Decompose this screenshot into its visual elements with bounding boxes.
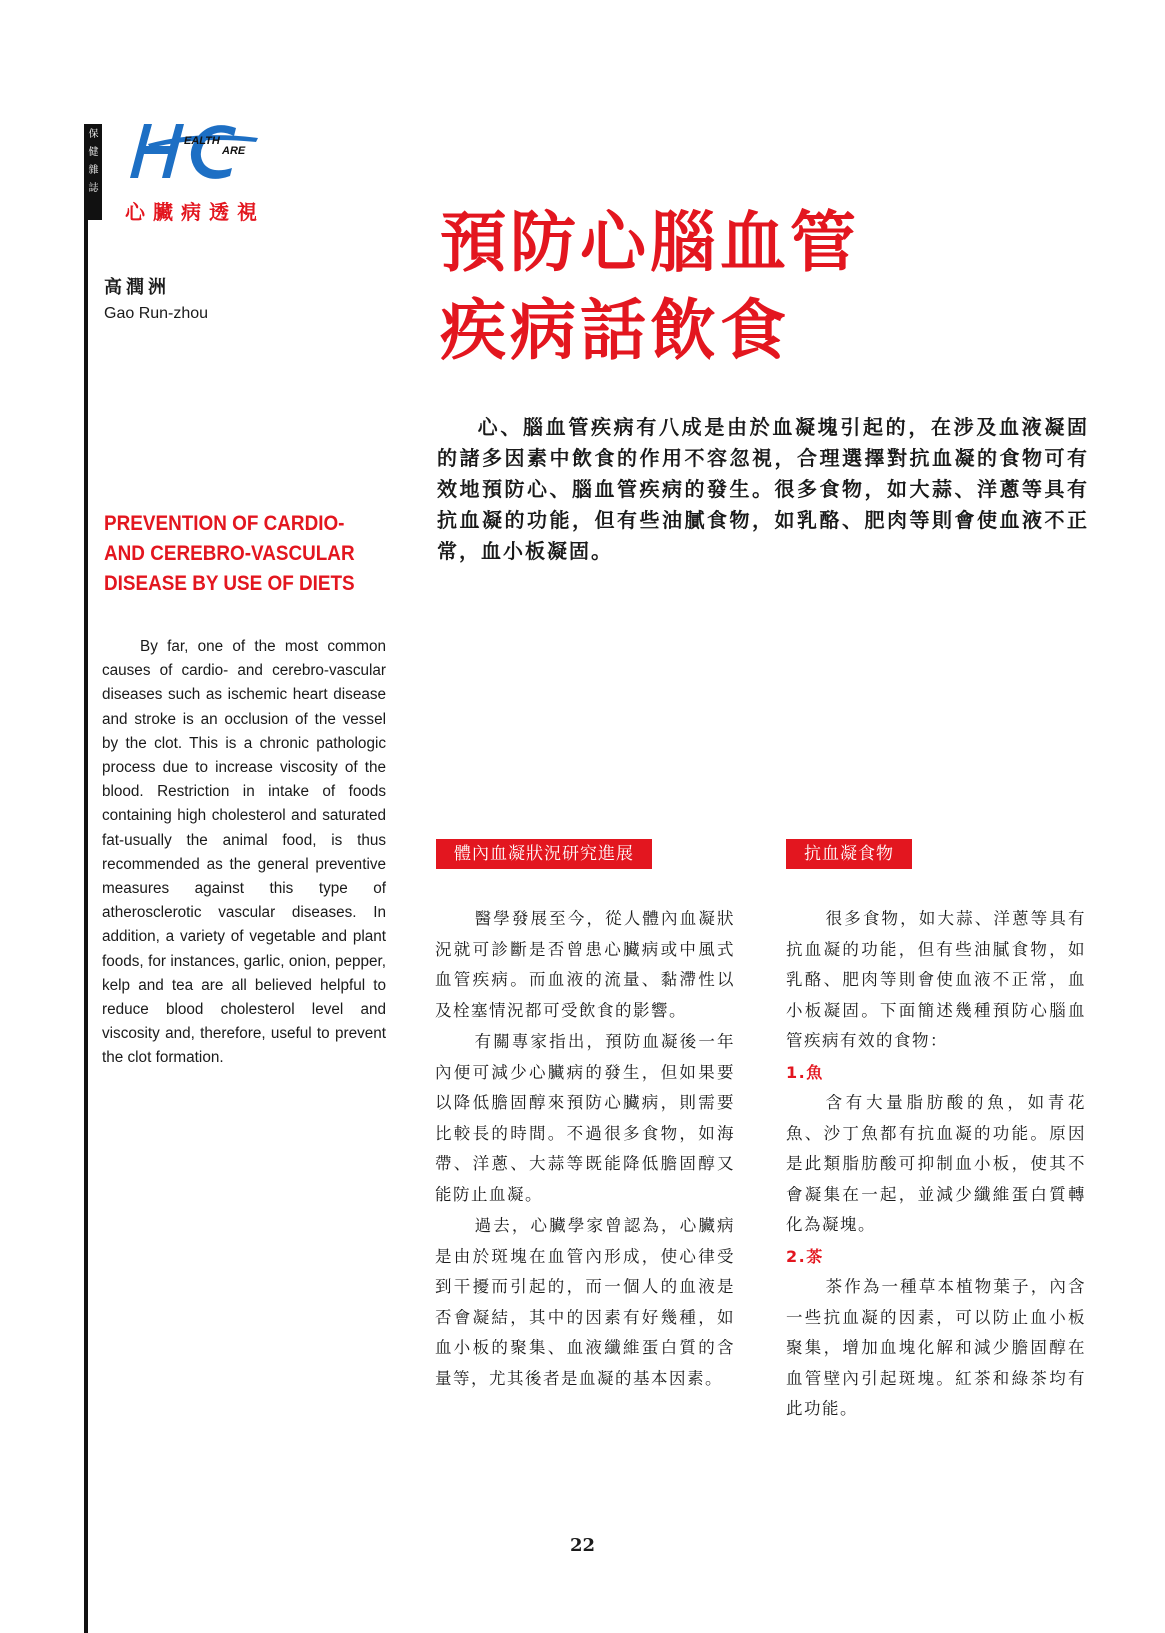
section1-paragraph-2: 有關專家指出，預防血凝後一年內便可減少心臟病的發生，但如果要以降低膽固醇來預防心臟病，則需要比較長的時間。不過很多食物，如海帶、洋蔥、大蒜等既能降低膽固醇又能防止血凝。 [435,1032,735,1204]
section1-column [435,904,735,1395]
section1-paragraph-3: 過去，心臟學家曾認為，心臟病是由於斑塊在血管內形成，使心律受到干擾而引起的，而一個人的血液是否會凝結，其中的因素有好幾種，如血小板的聚集、血液纖維蛋白質的含量等，尤其後者是血凝的基本因素。 [435,1216,735,1388]
healthcare-logo-graphic [118,120,278,184]
section2-column [786,904,1086,1426]
healthcare-logo [118,120,278,184]
section-name: 心臟病透視 [125,200,265,224]
page-number: 22 [570,1535,596,1556]
left-margin-rule [84,124,88,1633]
section1-paragraph-1: 醫學發展至今，從人體內血凝狀況就可診斷是否曾患心臟病或中風式血管疾病。而血液的流量、黏滯性以及栓塞情況都可受飲食的影響。 [435,909,735,1020]
article-title-line-1: 預防心腦血管 [440,203,860,281]
article-title-line-2: 疾病話飲食 [440,291,790,369]
svg-text:ARE: ARE [222,145,246,157]
food-item-fish-label: 1.魚 [786,1062,824,1082]
food-item-fish-text: 含有大量脂肪酸的魚，如青花魚、沙丁魚都有抗血凝的功能。原因是此類脂肪酸可抑制血小板，使其不會凝集在一起，並減少纖維蛋白質轉化為凝塊。 [786,1093,1086,1234]
article-title [440,198,1080,374]
section2-heading: 抗血凝食物 [786,839,912,869]
lead-text: 心、腦血管疾病有八成是由於血凝塊引起的，在涉及血液凝固的諸多因素中飲食的作用不容忽視，合理選擇對抗血凝的食物可有效地預防心、腦血管疾病的發生。很多食物，如大蒜、洋蔥等具有抗血凝的功能，但有些油膩食物，如乳酪、肥肉等則會使血液不正常，血小板凝固。 [437,415,1089,563]
english-abstract: By far, one of the most common causes of cardio- and cerebro-vascular diseases such as ischemic heart disease and stroke is an occlusion of the vessel by the clot. This is a chronic pathologic process due to increase viscosity of the blood. Restriction in intake of foods containing high cholesterol and saturated fat-usually the animal food, is thus recommended as the general preventive measures against this type of atherosclerotic vascular diseases. In addition, a variety of vegetable and plant foods, for instances, garlic, onion, pepper, kelp and tea are all believed helpful to reduce blood cholesterol level and viscosity and, therefore, useful to prevent the clot formation. [102,638,386,1067]
section2-intro: 很多食物，如大蒜、洋蔥等具有抗血凝的功能，但有些油膩食物，如乳酪、肥肉等則會使血液不正常，血小板凝固。下面簡述幾種預防心腦血管疾病有效的食物： [786,909,1086,1050]
author-name-chinese: 高潤洲 [104,277,170,298]
magazine-vertical-label: 保健雜誌 [86,128,97,200]
author-name-english: Gao Run-zhou [104,305,209,322]
section1-heading: 體內血凝狀況研究進展 [436,839,652,869]
lead-paragraph [437,412,1089,567]
food-item-tea-text: 茶作為一種草本植物葉子，內含一些抗血凝的因素，可以防止血小板聚集，增加血塊化解和減少膽固醇在血管壁內引起斑塊。紅茶和綠茶均有此功能。 [786,1277,1086,1418]
english-title: PREVENTION OF CARDIO- AND CEREBRO-VASCULAR DISEASE BY USE OF DIETS [104,512,355,595]
svg-text:EALTH: EALTH [184,135,220,147]
food-item-tea-label: 2.茶 [786,1246,824,1266]
